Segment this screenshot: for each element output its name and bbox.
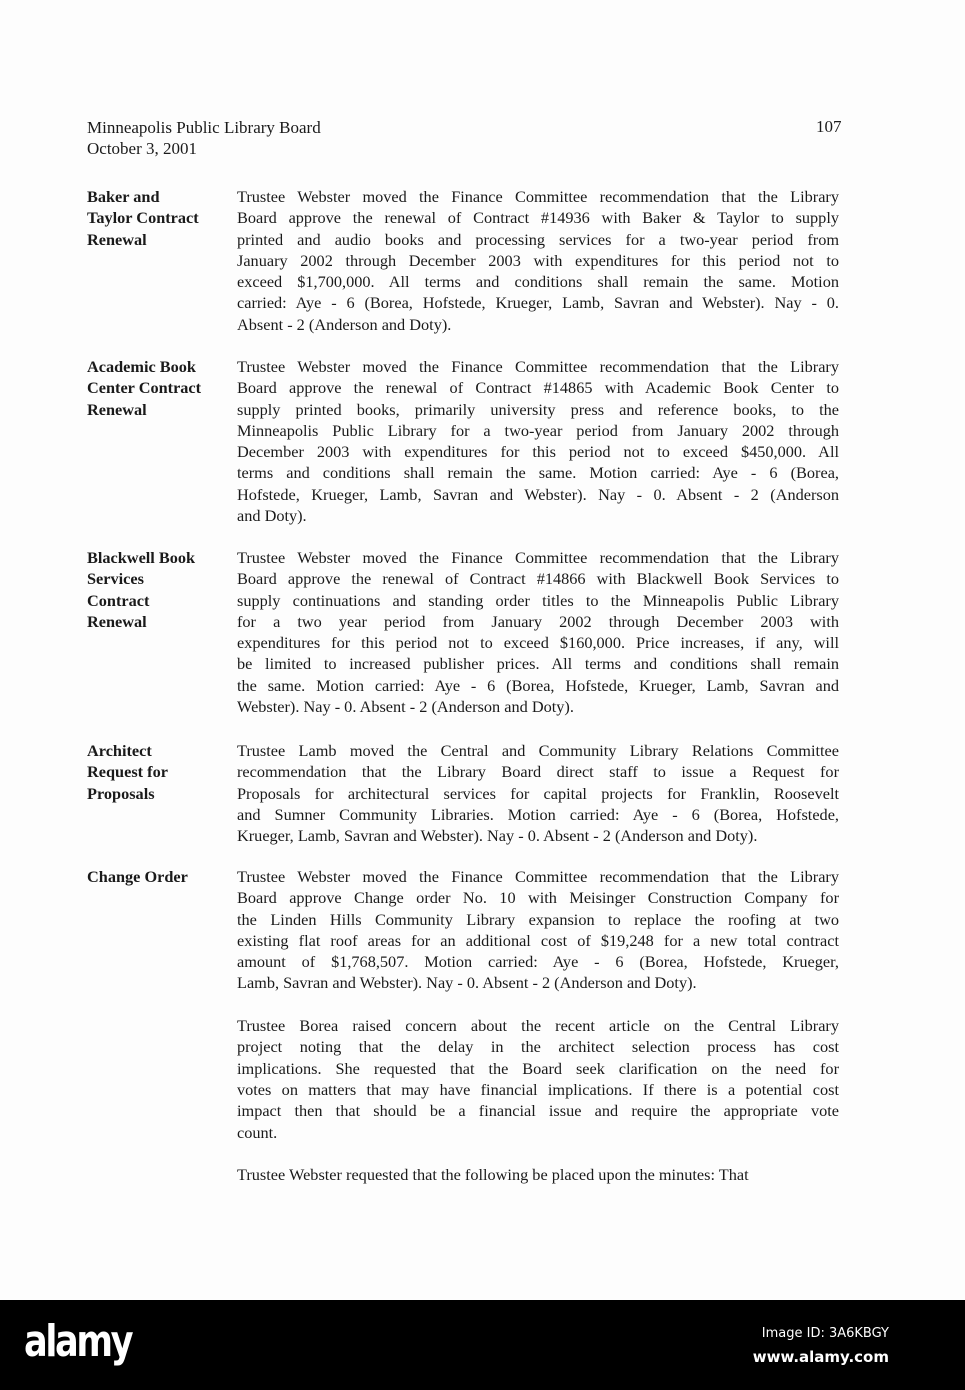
heading-line: Renewal: [87, 399, 147, 419]
text-line: Board approve the renewal of Contract #14865 with Academic Book Center to: [237, 378, 839, 398]
text-line: the same. Motion carried: Aye - 6 (Borea, Hofstede, Krueger, Lamb, Savran and: [237, 675, 839, 695]
text-line: implications. She requested that the Board seek clarification on the need for: [237, 1058, 839, 1078]
heading-line: Blackwell Book: [87, 548, 196, 567]
paragraph: [237, 547, 839, 717]
text-line: votes on matters that may have financial implications. If there is a potential cost: [237, 1079, 839, 1099]
document-header: [87, 117, 321, 159]
section-heading: [87, 740, 237, 804]
heading-line: Change Order: [87, 867, 188, 886]
text-line: terms and conditions shall remain the same. Motion carried: Aye - 6 (Borea,: [237, 463, 839, 483]
text-line: January 2002 through December 2003 with expenditures for this period not to: [237, 250, 839, 270]
text-line: Minneapolis Public Library for a two-year period from January 2002 through: [237, 420, 839, 440]
text-line: count.: [237, 1122, 278, 1142]
section-heading: [87, 547, 237, 632]
text-line: impact then that should be a financial issue and require the appropriate vote: [237, 1101, 839, 1121]
text-line: project noting that the delay in the architect selection process has cost: [237, 1037, 839, 1057]
text-line: recommendation that the Library Board direct staff to issue a Request for: [237, 762, 839, 782]
text-line: Hofstede, Krueger, Lamb, Savran and Webster). Nay - 0. Absent - 2 (Anderson: [237, 484, 839, 504]
text-line: be limited to increased publisher prices. All terms and conditions shall remain: [237, 654, 839, 674]
text-line: and Doty).: [237, 506, 307, 526]
paragraph: [237, 186, 839, 335]
text-line: Trustee Webster moved the Finance Committee recommendation that the Library: [237, 867, 839, 886]
text-line: amount of $1,768,507. Motion carried: Aye - 6 (Borea, Hofstede, Krueger,: [237, 952, 839, 972]
heading-line: Academic Book: [87, 357, 196, 376]
paragraph: [237, 1164, 839, 1185]
section-heading: [87, 866, 237, 887]
text-line: December 2003 with expenditures for this period not to exceed $450,000. All: [237, 442, 839, 462]
heading-line: Contract: [87, 590, 150, 610]
page-number: 107: [816, 117, 842, 136]
text-line: Trustee Lamb moved the Central and Community Library Relations Committee: [237, 741, 839, 760]
section-body: [237, 866, 839, 1185]
text-line: supply printed books, primarily university press and reference books, to the: [237, 399, 839, 419]
heading-line: Request for: [87, 762, 168, 782]
organization-name: Minneapolis Public Library Board: [87, 118, 321, 137]
text-line: Board approve Change order No. 10 with Meisinger Construction Company for: [237, 888, 839, 908]
text-line: Trustee Webster moved the Finance Committee recommendation that the Library: [237, 357, 839, 376]
heading-line: Architect: [87, 741, 152, 760]
heading-line: Taylor Contract: [87, 208, 199, 228]
heading-line: Services: [87, 569, 144, 589]
text-line: supply continuations and standing order titles to the Minneapolis Public Library: [237, 590, 839, 610]
text-line: the Linden Hills Community Library expansion to replace the roofing at two: [237, 909, 839, 929]
text-line: Trustee Borea raised concern about the recent article on the Central Library: [237, 1016, 839, 1036]
text-line: Trustee Webster moved the Finance Committee recommendation that the Library: [237, 548, 839, 567]
paragraph: [237, 1015, 839, 1143]
text-line: Board approve the renewal of Contract #14936 with Baker & Taylor to supply: [237, 208, 839, 228]
text-line: and Sumner Community Libraries. Motion carried: Aye - 6 (Borea, Hofstede,: [237, 804, 839, 824]
text-line: Lamb, Savran and Webster). Nay - 0. Absent - 2 (Anderson and Doty).: [237, 973, 697, 993]
text-line: Webster). Nay - 0. Absent - 2 (Anderson and Doty).: [237, 697, 574, 717]
section-heading: [87, 186, 237, 250]
paragraph: [237, 866, 839, 994]
paragraph: [237, 356, 839, 526]
heading-line: Center Contract: [87, 378, 202, 398]
text-line: Absent - 2 (Anderson and Doty).: [237, 314, 452, 334]
section-body: [237, 186, 839, 335]
text-line: Proposals for architectural services for capital projects for Franklin, Roosevelt: [237, 783, 839, 803]
text-line: printed and audio books and processing services for a two-year period from: [237, 229, 839, 249]
heading-line: Baker and: [87, 187, 160, 206]
paragraph: [237, 740, 839, 846]
alamy-logo: alamy: [24, 1316, 132, 1367]
text-line: Krueger, Lamb, Savran and Webster). Nay - 0. Absent - 2 (Anderson and Doty).: [237, 826, 758, 846]
meeting-date: October 3, 2001: [87, 139, 198, 158]
text-line: Board approve the renewal of Contract #14866 with Blackwell Book Services to: [237, 569, 839, 589]
website-link: www.alamy.com: [752, 1348, 889, 1366]
text-line: existing flat roof areas for an additional cost of $19,248 for a new total contract: [237, 930, 839, 950]
text-line: Trustee Webster moved the Finance Committee recommendation that the Library: [237, 187, 839, 206]
image-id: Image ID: 3A6KBGY: [761, 1326, 889, 1341]
watermark-bar: [0, 1300, 965, 1390]
section-body: [237, 740, 839, 846]
text-line: expenditures for this period not to exceed $160,000. Price increases, if any, will: [237, 633, 839, 653]
text-line: Trustee Webster requested that the following be placed upon the minutes: That: [237, 1165, 749, 1185]
heading-line: Proposals: [87, 783, 155, 803]
section-heading: [87, 356, 237, 420]
section-body: [237, 356, 839, 526]
text-line: carried: Aye - 6 (Borea, Hofstede, Krueger, Lamb, Savran and Webster). Nay - 0.: [237, 293, 839, 313]
section-body: [237, 547, 839, 717]
heading-line: Renewal: [87, 611, 147, 631]
text-line: for a two year period from January 2002 through December 2003 with: [237, 611, 839, 631]
text-line: exceed $1,700,000. All terms and conditions shall remain the same. Motion: [237, 272, 839, 292]
heading-line: Renewal: [87, 229, 147, 249]
